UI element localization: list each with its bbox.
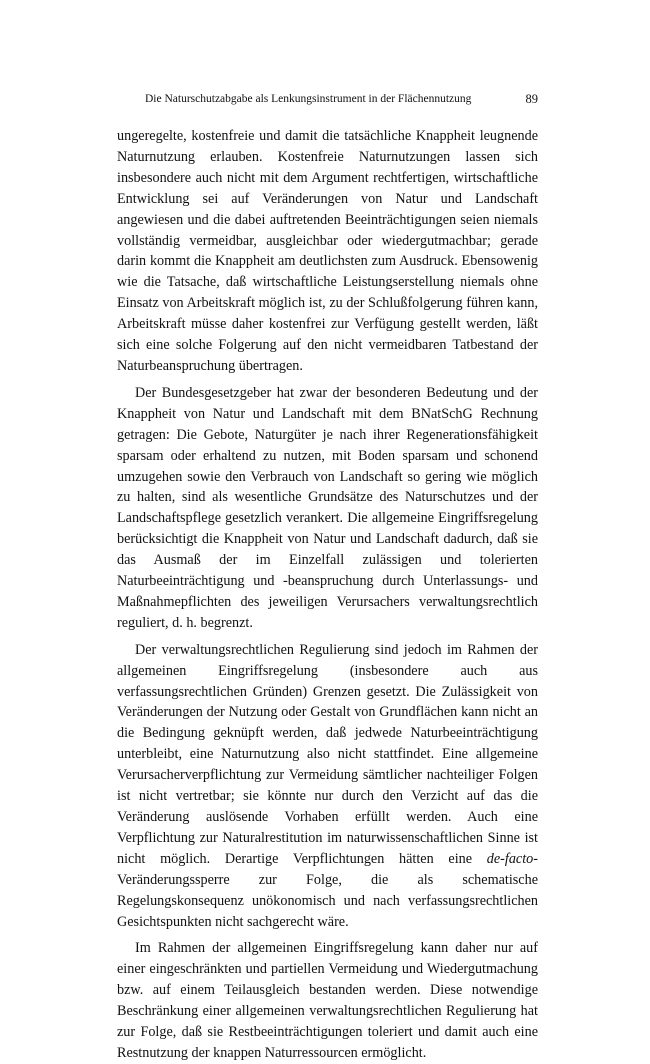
paragraph-3: [117, 640, 538, 933]
paragraph-4: Im Rahmen der allgemeinen Eingriffsregelung kann daher nur auf einer eingeschränkten und partiellen Vermeidung und Wiedergutmachung bzw. auf einem Teilausgleich bestanden werden. Diese notwendige Beschränkung einer allgemeinen verwaltungsrechtlichen Regulierung hat zur Folge, daß sie Restbeeinträchtigungen toleriert und damit auch eine Restnutzung der knappen Naturressourcen ermöglicht.: [117, 940, 538, 1061]
paragraph-2: Der Bundesgesetzgeber hat zwar der besonderen Bedeutung und der Knappheit von Natur und Landschaft mit dem BNatSchG Rechnung getragen: Die Gebote, Naturgüter je nach ihrer Regenerationsfähigkeit sparsam oder erhaltend zu nutzen, mit Boden sparsam und schonend umzugehen sowie den Verbrauch von Landschaft so gering wie möglich zu halten, sind als wesentliche Grundsätze des Naturschutzes und der Landschaftspflege gesetzlich verankert. Die allgemeine Eingriffsregelung berücksichtigt die Knappheit von Natur und Landschaft dadurch, daß sie das Ausmaß der im Einzelfall zulässigen und tolerierten Naturbeeinträchtigung und -beanspruchung durch Unterlassungs- und Maßnahmepflichten des jeweiligen Verursachers verwaltungsrechtlich reguliert, d. h. begrenzt.: [117, 384, 538, 631]
page-number: 89: [525, 92, 538, 106]
body-text: [117, 126, 538, 1064]
paragraph-3-text-end: -Veränderungssperre zur Folge, die als schematische Regelungskonsequenz unökonomisch und nach verfassungsrechtlichen Gesichtspunkten nicht sachgerecht wäre.: [117, 850, 538, 930]
running-title: Die Naturschutzabgabe als Lenkungsinstrument in der Flächennutzung: [145, 93, 472, 105]
paragraph-3-italic-term: de-facto: [486, 850, 534, 867]
paragraph-1: ungeregelte, kostenfreie und damit die tatsächliche Knappheit leugnende Naturnutzung erlauben. Kostenfreie Naturnutzungen lassen sich insbesondere auch nicht mit dem Argument rechtfertigen, wirtschaftliche Entwicklung sei auf Veränderungen von Natur und Landschaft angewiesen und die dabei auftretenden Beeinträchtigungen seien niemals vollständig vermeidbar, ausgleichbar oder wiedergutmachbar; gerade darin kommt die Knappheit am deutlichsten zum Ausdruck. Ebensowenig wie die Tatsache, daß wirtschaftliche Leistungserstellung niemals ohne Einsatz von Arbeitskraft möglich ist, zu der Schlußfolgerung führen kann, Arbeitskraft müsse daher kostenfrei zur Verfügung gestellt werden, läßt sich eine solche Folgerung auf den nicht vermeidbaren Tatbestand der Naturbeanspruchung übertragen.: [117, 128, 538, 374]
paragraph-3-text-start: Der verwaltungsrechtlichen Regulierung sind jedoch im Rahmen der allgemeinen Eingriffsregelung (insbesondere auch aus verfassungsrechtlichen Gründen) Grenzen gesetzt. Die Zulässigkeit von Veränderungen der Nutzung oder Gestalt von Grundflächen kann nicht an die Bedingung geknüpft werden, daß jedwede Naturbeeinträchtigung unterbleibt, eine Naturnutzung also nicht stattfindet. Eine allgemeine Verursacherverpflichtung zur Vermeidung sämtlicher nachteiliger Folgen ist nicht vertretbar; sie könnte nur durch den Verzicht auf das die Veränderung auslösende Vorhaben erfüllt werden. Auch eine Verpflichtung zur Naturalrestitution im naturwissenschaftlichen Sinne ist nicht möglich. Derartige Verpflichtungen hätten eine: [117, 641, 538, 867]
